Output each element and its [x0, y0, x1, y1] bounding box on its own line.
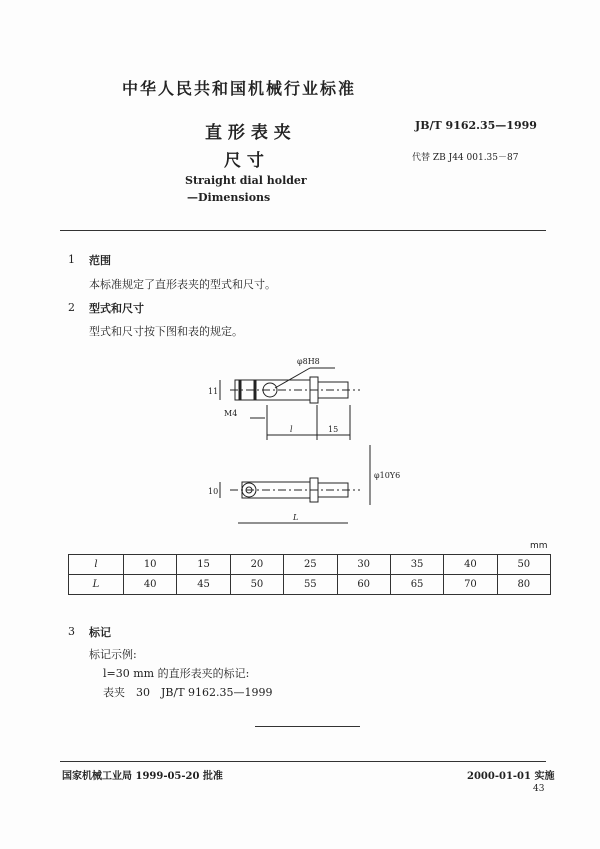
title-en-2: —Dimensions [187, 191, 271, 204]
cell: 15 [177, 555, 230, 575]
header-rule [60, 230, 546, 231]
cell: 25 [284, 555, 337, 575]
title-cn-1: 直 形 表 夹 [205, 123, 291, 143]
section-body: 型式和尺寸按下图和表的规定。 [89, 325, 243, 338]
section-title: 标记 [89, 626, 111, 639]
cell: 10 [124, 555, 177, 575]
technical-drawing [200, 350, 400, 530]
org-title: 中华人民共和国机械行业标准 [122, 79, 357, 98]
cell: 30 [337, 555, 390, 575]
cell: 20 [230, 555, 283, 575]
footer-rule [60, 761, 546, 762]
height-10-label: 10 [208, 487, 219, 496]
end-rule [255, 726, 360, 727]
cell: 70 [444, 575, 497, 595]
cell: 40 [444, 555, 497, 575]
approval-note: 国家机械工业局 1999-05-20 批准 [62, 771, 223, 782]
section-number: 2 [68, 301, 75, 314]
cell: 50 [497, 555, 550, 575]
section-body: 标记示例: [89, 648, 137, 661]
replaces-note: 代替 ZB J44 001.35－87 [412, 153, 519, 163]
cell: 50 [230, 575, 283, 595]
section-body: 本标准规定了直形表夹的型式和尺寸。 [89, 278, 276, 291]
section-number: 3 [68, 625, 75, 638]
unit-label: mm [530, 541, 548, 551]
cell: 35 [390, 555, 443, 575]
cell: 80 [497, 575, 550, 595]
implementation-note: 2000-01-01 实施 [467, 771, 555, 782]
section-title: 型式和尺寸 [89, 302, 144, 315]
hole-dim-label: φ8H8 [297, 357, 320, 366]
cell: 60 [337, 575, 390, 595]
table-row [69, 575, 551, 595]
title-cn-2: 尺 寸 [224, 151, 264, 171]
table-row [69, 555, 551, 575]
cell: 65 [390, 575, 443, 595]
marking-text: 表夹 30 JB/T 9162.35—1999 [103, 686, 273, 699]
cell: 40 [124, 575, 177, 595]
page-number: 43 [533, 784, 545, 794]
dimensions-table [68, 554, 551, 595]
l-dim-label: l [290, 425, 293, 434]
cell: 45 [177, 575, 230, 595]
dim-15-label: 15 [328, 425, 339, 434]
cell: 55 [284, 575, 337, 595]
marking-example: l=30 mm 的直形表夹的标记: [103, 667, 250, 680]
row-label: l [69, 555, 124, 575]
L-dim-label: L [293, 513, 299, 522]
standard-number: JB/T 9162.35—1999 [415, 119, 537, 132]
shaft-dim-label: φ10Y6 [374, 471, 400, 480]
section-title: 范围 [89, 254, 111, 267]
height-11-label: 11 [208, 387, 219, 396]
section-number: 1 [68, 253, 75, 266]
title-en-1: Straight dial holder [185, 174, 307, 187]
row-label: L [69, 575, 124, 595]
thread-label: M4 [224, 409, 238, 418]
